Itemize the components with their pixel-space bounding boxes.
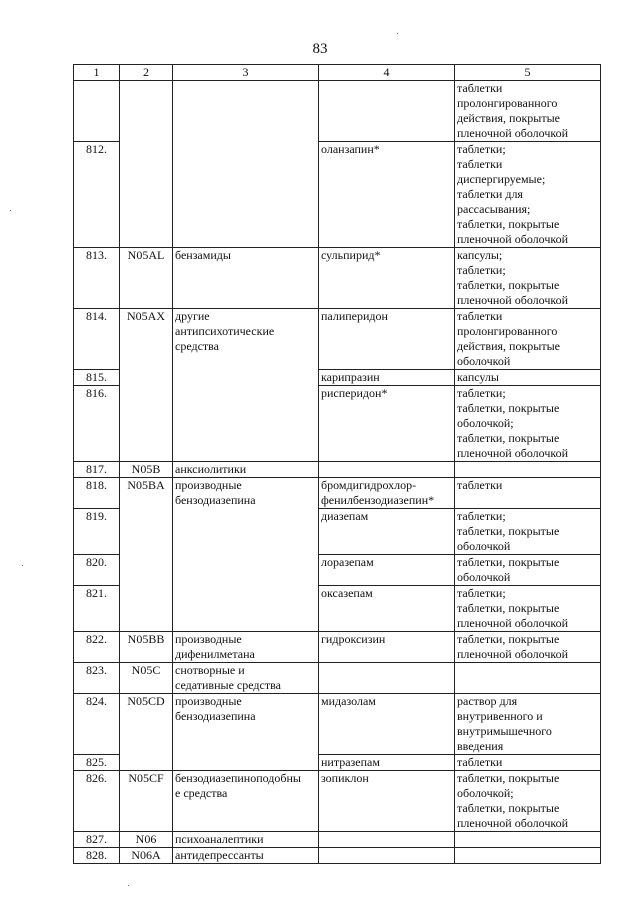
row-number-cell: 826. xyxy=(74,771,120,832)
column-header-5: 5 xyxy=(455,65,601,81)
dosage-form-cell: таблетки, покрытые пленочной оболочкой xyxy=(455,632,601,663)
atc-group-name-cell: производные бензодиазепина xyxy=(173,478,319,632)
drug-name-cell: зопиклон xyxy=(319,771,455,832)
atc-group-name-cell: снотворные и седативные средства xyxy=(173,663,319,694)
row-number-cell: 825. xyxy=(74,755,120,771)
row-number-cell: 821. xyxy=(74,586,120,632)
row-number-cell: 827. xyxy=(74,832,120,848)
dosage-form-cell: таблетки пролонгированного действия, покрытые пленочной оболочкой xyxy=(455,81,601,142)
table-row xyxy=(74,771,601,832)
dosage-form-cell: капсулы xyxy=(455,370,601,386)
atc-group-name-cell xyxy=(173,81,319,248)
page-number: 83 xyxy=(312,41,328,57)
drug-name-cell: палиперидон xyxy=(319,309,455,370)
row-number-cell: 818. xyxy=(74,478,120,509)
atc-code-cell: N05C xyxy=(120,663,173,694)
atc-group-name-cell: бензамиды xyxy=(173,248,319,309)
table-row xyxy=(74,248,601,309)
dosage-form-cell: раствор для внутривенного и внутримышечного введения xyxy=(455,694,601,755)
drug-name-cell xyxy=(319,663,455,694)
atc-group-name-cell: производные бензодиазепина xyxy=(173,694,319,771)
dosage-form-cell: таблетки xyxy=(455,478,601,509)
drug-name-cell: бромдигидрохлор- фенилбензодиазепин* xyxy=(319,478,455,509)
table-row xyxy=(74,663,601,694)
row-number-cell: 824. xyxy=(74,694,120,755)
column-header-4: 4 xyxy=(319,65,455,81)
atc-code-cell: N05CF xyxy=(120,771,173,832)
dosage-form-cell: таблетки; таблетки, покрытые оболочкой; таблетки, покрытые пленочной оболочкой xyxy=(455,386,601,462)
dosage-form-cell xyxy=(455,663,601,694)
row-number-cell: 822. xyxy=(74,632,120,663)
drug-name-cell: нитразепам xyxy=(319,755,455,771)
dosage-form-cell: таблетки; таблетки, покрытые оболочкой xyxy=(455,509,601,555)
row-number-cell: 820. xyxy=(74,555,120,586)
dosage-form-cell: таблетки пролонгированного действия, покрытые оболочкой xyxy=(455,309,601,370)
table-row xyxy=(74,632,601,663)
table-header-row xyxy=(74,65,601,81)
drug-name-cell: карипразин xyxy=(319,370,455,386)
medication-table xyxy=(73,64,601,864)
atc-code-cell: N05AL xyxy=(120,248,173,309)
atc-group-name-cell: психоаналептики xyxy=(173,832,319,848)
dosage-form-cell: таблетки; таблетки диспергируемые; таблетки для рассасывания; таблетки, покрытые пленочной оболочкой xyxy=(455,142,601,248)
row-number-cell: 828. xyxy=(74,848,120,864)
drug-name-cell: оксазепам xyxy=(319,586,455,632)
dosage-form-cell: капсулы; таблетки; таблетки, покрытые пленочной оболочкой xyxy=(455,248,601,309)
row-number-cell xyxy=(74,81,120,142)
table-row xyxy=(74,81,601,142)
dosage-form-cell: таблетки; таблетки, покрытые пленочной оболочкой xyxy=(455,586,601,632)
column-header-3: 3 xyxy=(173,65,319,81)
row-number-cell: 814. xyxy=(74,309,120,370)
atc-code-cell: N05AX xyxy=(120,309,173,462)
atc-code-cell: N05CD xyxy=(120,694,173,771)
dosage-form-cell xyxy=(455,832,601,848)
atc-code-cell: N06 xyxy=(120,832,173,848)
table-row xyxy=(74,848,601,864)
atc-code-cell: N05BA xyxy=(120,478,173,632)
drug-name-cell: мидазолам xyxy=(319,694,455,755)
atc-group-name-cell: анксиолитики xyxy=(173,462,319,478)
drug-name-cell xyxy=(319,848,455,864)
drug-name-cell: оланзапин* xyxy=(319,142,455,248)
dosage-form-cell xyxy=(455,848,601,864)
scan-speck xyxy=(10,210,11,211)
table-row xyxy=(74,462,601,478)
atc-code-cell xyxy=(120,81,173,248)
dosage-form-cell: таблетки, покрытые оболочкой; таблетки, покрытые пленочной оболочкой xyxy=(455,771,601,832)
row-number-cell: 813. xyxy=(74,248,120,309)
drug-name-cell: диазепам xyxy=(319,509,455,555)
atc-group-name-cell: бензодиазепиноподобны е средства xyxy=(173,771,319,832)
dosage-form-cell: таблетки, покрытые оболочкой xyxy=(455,555,601,586)
row-number-cell: 812. xyxy=(74,142,120,248)
row-number-cell: 816. xyxy=(74,386,120,462)
atc-group-name-cell: производные дифенилметана xyxy=(173,632,319,663)
row-number-cell: 817. xyxy=(74,462,120,478)
dosage-form-cell xyxy=(455,462,601,478)
scan-speck xyxy=(128,885,129,886)
atc-code-cell: N05B xyxy=(120,462,173,478)
row-number-cell: 815. xyxy=(74,370,120,386)
table-row xyxy=(74,309,601,370)
drug-name-cell xyxy=(319,832,455,848)
scan-speck xyxy=(397,33,398,34)
table-row xyxy=(74,694,601,755)
atc-group-name-cell: другие антипсихотические средства xyxy=(173,309,319,462)
column-header-1: 1 xyxy=(74,65,120,81)
drug-name-cell: гидроксизин xyxy=(319,632,455,663)
drug-name-cell xyxy=(319,81,455,142)
drug-name-cell: сульпирид* xyxy=(319,248,455,309)
atc-code-cell: N06A xyxy=(120,848,173,864)
column-header-2: 2 xyxy=(120,65,173,81)
drug-name-cell xyxy=(319,462,455,478)
drug-name-cell: лоразепам xyxy=(319,555,455,586)
row-number-cell: 823. xyxy=(74,663,120,694)
row-number-cell: 819. xyxy=(74,509,120,555)
atc-code-cell: N05BB xyxy=(120,632,173,663)
table-row xyxy=(74,832,601,848)
table-row xyxy=(74,478,601,509)
atc-group-name-cell: антидепрессанты xyxy=(173,848,319,864)
dosage-form-cell: таблетки xyxy=(455,755,601,771)
drug-name-cell: рисперидон* xyxy=(319,386,455,462)
scan-speck xyxy=(22,565,23,566)
